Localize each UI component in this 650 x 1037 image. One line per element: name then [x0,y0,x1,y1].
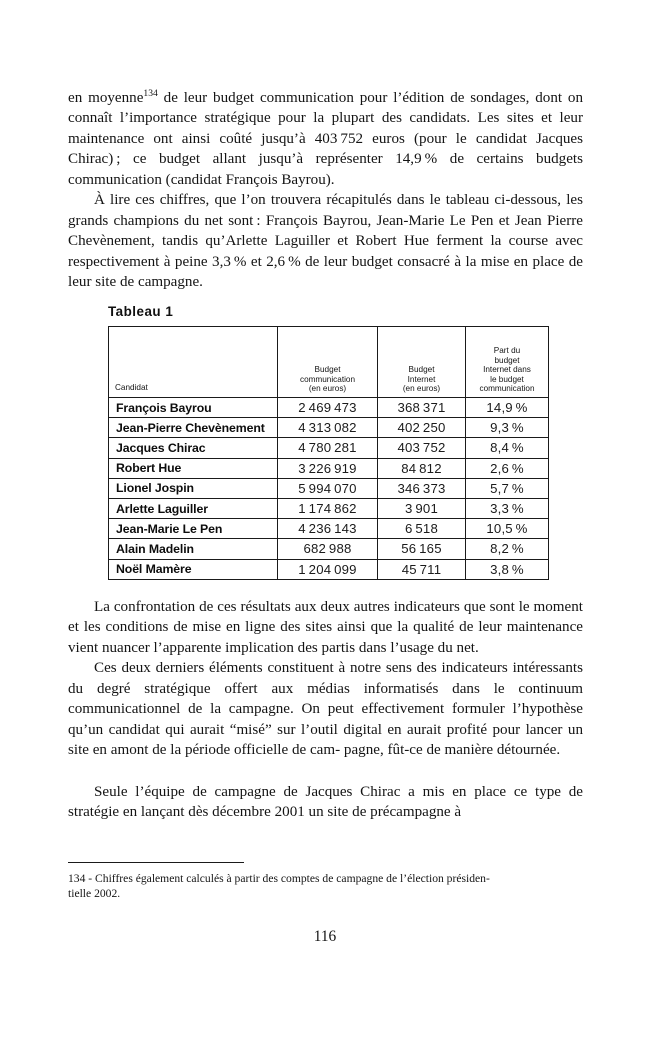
paragraph-3 [68,597,583,658]
cell-budget-communication: 682 988 [278,539,378,559]
cell-share: 14,9 % [466,398,549,418]
cell-budget-internet: 56 165 [378,539,466,559]
column-header-share: Part du budget Internet dans le budget communication [466,327,549,398]
cell-candidate: Jacques Chirac [109,438,278,458]
table-container [108,326,548,580]
cell-budget-internet: 402 250 [378,418,466,438]
budget-table [108,326,549,580]
cell-share: 9,3 % [466,418,549,438]
cell-budget-internet: 346 373 [378,478,466,498]
cell-budget-communication: 3 226 919 [278,458,378,478]
cell-share: 2,6 % [466,458,549,478]
paragraph-3-main: La confrontation de ces résultats aux deux autres indicateurs que sont le moment et les conditions de mise en ligne des sites ainsi que la qualité de leur maintenance vient nuancer l’apparente implication des partis dans [68,599,583,656]
body-text-middle [68,597,583,761]
cell-candidate: Jean-Marie Le Pen [109,519,278,539]
table-header [109,327,549,398]
cell-budget-internet: 403 752 [378,438,466,458]
cell-budget-communication: 2 469 473 [278,398,378,418]
paragraph-4-lastline: pagne, fût-ce de manière détournée. [343,742,561,759]
footnote-134 [68,871,583,902]
cell-budget-communication: 5 994 070 [278,478,378,498]
table-row [109,418,549,438]
cell-share: 8,2 % [466,539,549,559]
paragraph-1 [68,88,583,190]
table-row [109,458,549,478]
cell-budget-internet: 84 812 [378,458,466,478]
column-header-budget-internet: Budget Internet (en euros) [378,327,466,398]
cell-candidate: Robert Hue [109,458,278,478]
footnote-lastline: tielle 2002. [68,887,121,901]
cell-share: 8,4 % [466,438,549,458]
table-row [109,519,549,539]
cell-share: 3,3 % [466,498,549,518]
column-header-budget-communication: Budget communication (en euros) [278,327,378,398]
table-caption: Tableau 1 [108,304,174,319]
cell-budget-communication: 1 174 862 [278,498,378,518]
table-row [109,559,549,579]
column-header-candidate: Candidat [109,327,278,398]
paragraph-4 [68,658,583,760]
footnote-main: 134 - Chiffres également calculés à partir des comptes de campagne de l’élection présiden- [68,872,490,885]
table-row [109,539,549,559]
cell-share: 3,8 % [466,559,549,579]
cell-budget-communication: 1 204 099 [278,559,378,579]
table-row [109,398,549,418]
cell-candidate: Alain Madelin [109,539,278,559]
cell-candidate: Noël Mamère [109,559,278,579]
paragraph-4-main: Ces deux derniers éléments constituent à notre sens des indicateurs intéressants du degré stratégique offert aux médias informatisés dans le continuum communicationnel de la campagne. On peut effectivement formuler l’hypothèse qu’un candidat qui aurait “misé” sur l’outil digital en aurait profité pour lancer un site en amont de la période officielle de cam- [68,660,583,759]
cell-budget-internet: 368 371 [378,398,466,418]
cell-budget-internet: 45 711 [378,559,466,579]
table-row [109,478,549,498]
table-row [109,498,549,518]
paragraph-1-rest: de leur budget communication pour l’édition de sondages, dont on connaît l’importance stratégique pour la plupart des candidats. Les sites et leur maintenance ont ainsi coûté jusqu’à 403 752 euros (pour le candidat Jacques Chirac) ; ce budget allant jusqu’à représenter 14,9 % de certains budgets communication (candidat François Bayrou). [68,90,583,188]
table-body [109,398,549,580]
cell-budget-communication: 4 313 082 [278,418,378,438]
page-number: 116 [313,928,337,945]
paragraph-2: À lire ces chiffres, que l’on trouvera récapitulés dans le tableau ci-dessous, les grands champions du net sont : François Bayrou, Jean-Marie Le Pen et Jean Pierre Chevènement, tandis qu’Arlette Laguiller et Robert Hue ferment la course avec respectivement à peine 3,3 % et 2,6 % de leur budget consacré à la mise en place de leur site de campagne. [68,192,583,291]
cell-budget-internet: 3 901 [378,498,466,518]
cell-candidate: Arlette Laguiller [109,498,278,518]
paragraph-5: Seule l’équipe de campagne de Jacques Chirac a mis en place ce type de stratégie en lançant dès décembre 2001 un site de précampagne à [68,784,583,821]
cell-budget-internet: 6 518 [378,519,466,539]
body-text-bottom [68,782,583,823]
cell-candidate: Jean-Pierre Chevènement [109,418,278,438]
cell-budget-communication: 4 780 281 [278,438,378,458]
table-row [109,438,549,458]
cell-candidate: François Bayrou [109,398,278,418]
cell-share: 5,7 % [466,478,549,498]
body-text-top [68,88,583,293]
footnote-separator-rule [68,862,244,863]
footnote-marker-134: 134 [143,87,158,99]
cell-candidate: Lionel Jospin [109,478,278,498]
table-header-row [109,327,549,398]
cell-budget-communication: 4 236 143 [278,519,378,539]
paragraph-1-lead: en moyenne [68,90,144,106]
cell-share: 10,5 % [466,519,549,539]
paragraph-3-lastline: l’usage du net. [390,639,479,656]
